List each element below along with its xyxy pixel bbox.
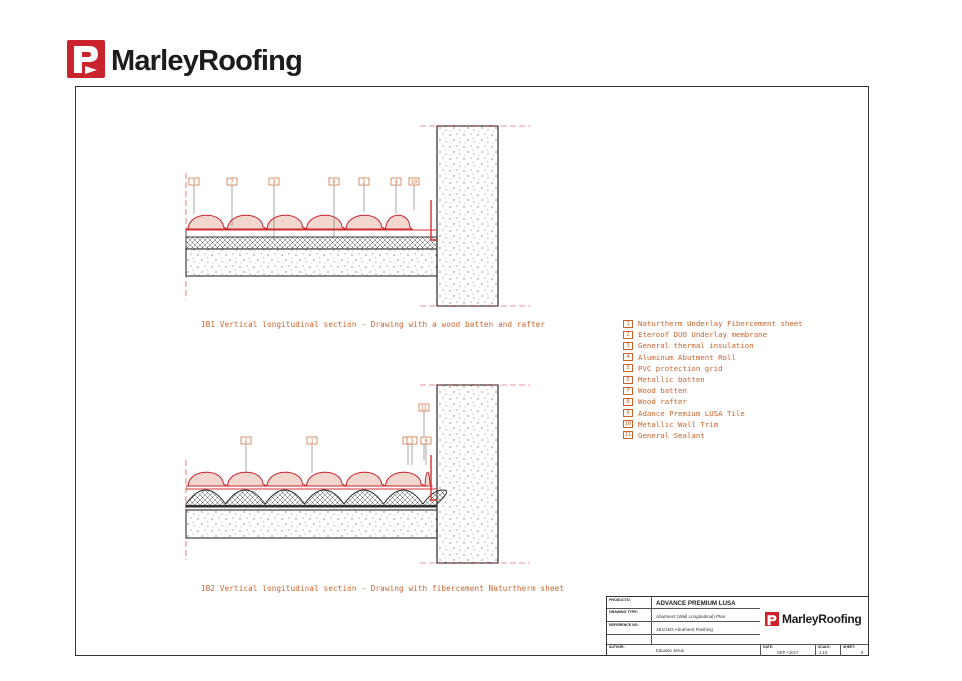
legend-item: 4 Aluminum Abutment Roll: [623, 352, 863, 363]
section-1b1-caption: 1B1 Vertical longitudinal section - Drawing with a wood batten and rafter: [201, 320, 546, 329]
concrete-slab: [186, 510, 437, 538]
legend-item: 7 Wood batten: [623, 385, 863, 396]
tb-date-cell: DATE: SEP • 2017: [760, 644, 815, 656]
tb-sheet-cell: SHEET: 6: [840, 644, 868, 656]
wood-batten-layer: [186, 230, 437, 237]
tb-scale-cell: SCALE: 1:10: [815, 644, 840, 656]
legend-item: 11 General Sealant: [624, 430, 705, 440]
legend-item: 6 Metallic batten: [623, 374, 863, 385]
section-1b1: [186, 126, 530, 306]
callout-label: 2: [362, 179, 366, 186]
legend-item: 1 Naturtherm Underlay Fibercement sheet: [623, 318, 863, 329]
callout-label: 1: [310, 438, 314, 445]
legend-item: 3 General thermal insulation: [623, 340, 863, 351]
callout-label: 3: [272, 179, 276, 186]
tb-spacer-row: [607, 635, 760, 644]
callout-label: 11: [420, 405, 428, 412]
legend-item: 10 Metallic Wall Trim: [624, 419, 719, 429]
legend-item: 9 Adance Premium LUSA Tile: [623, 408, 863, 419]
callout-label: 10: [410, 179, 418, 186]
callout-label: 4: [394, 179, 398, 186]
marley-logo-icon: [765, 612, 779, 626]
tb-product-row: PRODUCTO: ADVANCE PREMIUM LUSA: [607, 597, 760, 609]
callout-label: 2: [244, 438, 248, 445]
section-1b2-caption: 1B2 Vertical longitudinal section - Drawing with fibercement Naturtherm sheet: [201, 584, 565, 593]
section-1b2: [186, 385, 530, 563]
tb-drawing-type-row: DRAWING TYPE: Abutment (Wall Longitudinal) Plan: [607, 609, 760, 622]
thermal-insulation: [186, 237, 437, 249]
wall-flashing: [431, 200, 437, 240]
tb-product: ADVANCE PREMIUM LUSA: [656, 600, 736, 607]
tiles-row: [186, 215, 412, 229]
title-block: [606, 596, 869, 656]
legend-item: 5 PVC protection grid: [623, 363, 863, 374]
tb-author-cell: AUTHOR: Eduardo Jesus: [609, 645, 684, 653]
legend-item: 2 Eteroof DUO Underlay membrane: [623, 329, 863, 340]
callout-label: 7: [230, 179, 234, 186]
brand-name: MarleyRoofing: [111, 45, 303, 77]
callout-label: 5: [192, 179, 196, 186]
tb-reference-row: REFERENCE NO: 1B1/1B2 Abutment Flashing: [607, 622, 760, 635]
callout-label: 3: [410, 438, 414, 445]
legend-item: 8 Wood rafter: [623, 396, 863, 407]
callout-label: 9: [424, 438, 428, 445]
tiles-row: [186, 472, 432, 486]
title-block-logo: MarleyRoofing: [761, 598, 869, 643]
concrete-slab: [186, 249, 437, 276]
masonry-wall: [437, 385, 498, 563]
fibercement-sheet: [186, 490, 447, 507]
masonry-wall: [437, 126, 498, 306]
legend: [623, 318, 863, 441]
callout-label: 8: [332, 179, 336, 186]
